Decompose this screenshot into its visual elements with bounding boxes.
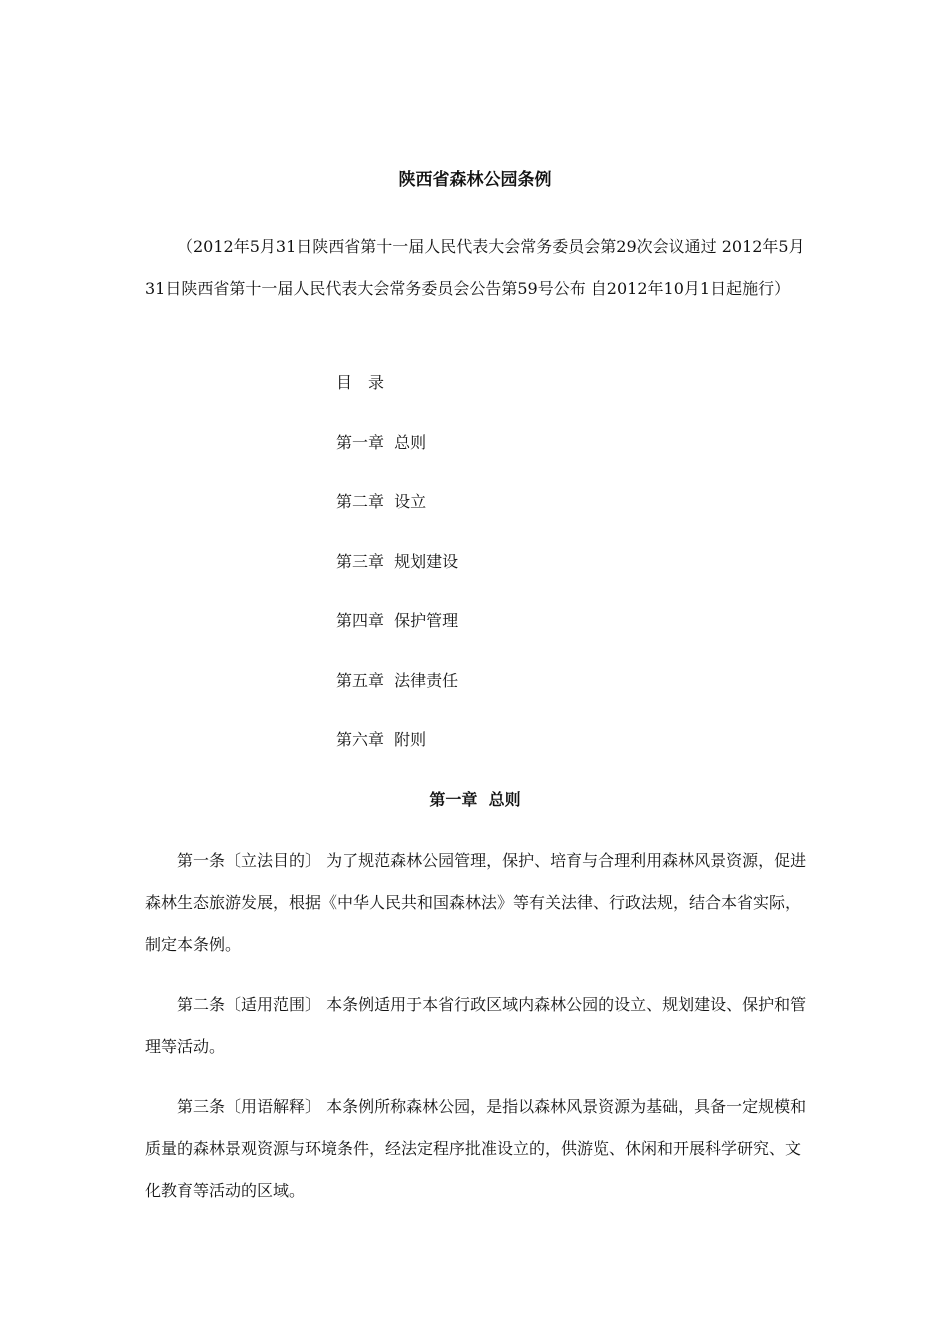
toc-item: 第二章 设立 (336, 492, 427, 511)
article-1: 第一条〔立法目的〕 为了规范森林公园管理，保护、培育与合理利用森林风景资源，促进森林生态旅游发展，根据《中华人民共和国森林法》等有关法律、行政法规，结合本省实际，制定本条例。 (145, 851, 807, 954)
document-title: 陕西省森林公园条例 (398, 170, 552, 190)
toc-item: 第六章 附则 (336, 730, 427, 749)
toc-item: 第四章 保护管理 (336, 611, 459, 630)
table-of-contents (336, 368, 458, 755)
toc-item: 第三章 规划建设 (336, 551, 459, 571)
article-2: 第二条〔适用范围〕 本条例适用于本省行政区域内森林公园的设立、规划建设、保护和管理等活动。 (145, 995, 807, 1056)
enactment-note: （2012年5月31日陕西省第十一届人民代表大会常务委员会第29次会议通过 2012年5月31日陕西省第十一届人民代表大会常务委员会公告第59号公布 自2012年10月1日起施行） (145, 237, 805, 298)
toc-item: 第五章 法律责任 (336, 670, 459, 690)
toc-heading: 目录 (336, 373, 401, 392)
article-3: 第三条〔用语解释〕 本条例所称森林公园，是指以森林风景资源为基础，具备一定规模和质量的森林景观资源与环境条件，经法定程序批准设立的，供游览、休闲和开展科学研究、文化教育等活动的区域。 (145, 1097, 807, 1200)
chapter-heading: 第一章 总则 (429, 790, 521, 809)
toc-item: 第一章 总则 (336, 432, 427, 452)
